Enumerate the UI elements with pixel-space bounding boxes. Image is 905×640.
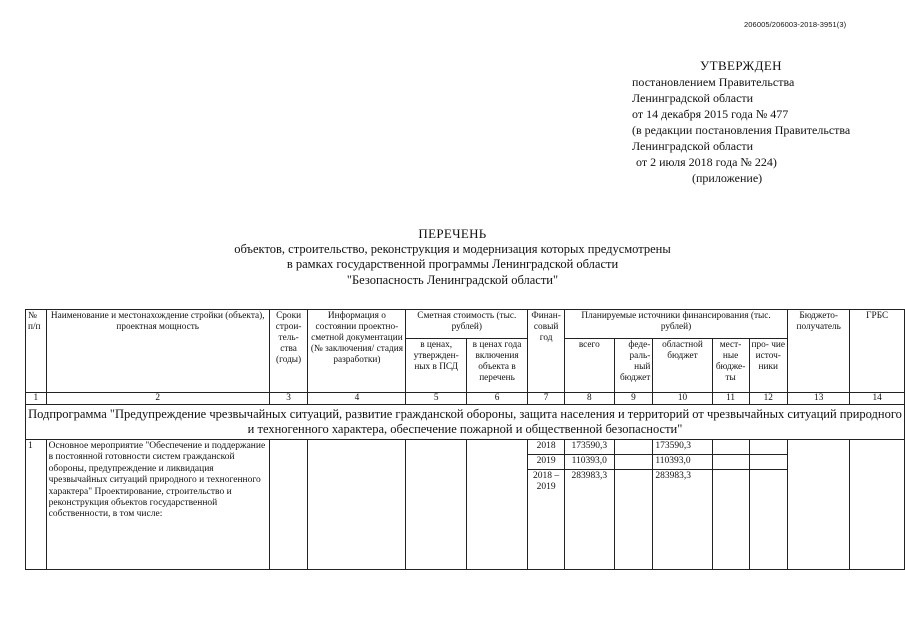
subprogram-title: Подпрограмма "Предупреждение чрезвычайных ситуаций, развитие гражданской обороны, защита населения и территорий от чрезвычайных ситуаций природного и техногенного характера, обеспечение пожарной и общественной безопасности" bbox=[26, 405, 905, 440]
row-local bbox=[712, 455, 749, 470]
header-total: всего bbox=[565, 339, 615, 393]
document-number: 206005/206003-2018-3951(3) bbox=[744, 20, 847, 29]
header-name: Наименование и местонахождение стройки (объекта), проектная мощность bbox=[46, 310, 269, 393]
row-year: 2019 bbox=[528, 455, 565, 470]
column-number: 7 bbox=[528, 393, 565, 405]
column-number: 2 bbox=[46, 393, 269, 405]
row-other bbox=[749, 440, 788, 455]
column-numbers-row bbox=[26, 393, 905, 405]
header-terms: Сроки строи- тель- ства (годы) bbox=[269, 310, 308, 393]
column-number: 11 bbox=[712, 393, 749, 405]
column-number: 10 bbox=[653, 393, 712, 405]
title-line: объектов, строительство, реконструкция и модернизация которых предусмотрены bbox=[234, 241, 671, 256]
row-cost-psd bbox=[406, 440, 466, 570]
column-number: 14 bbox=[850, 393, 905, 405]
header-num: № п/п bbox=[26, 310, 47, 393]
row-federal bbox=[614, 440, 653, 455]
row-terms bbox=[269, 440, 308, 570]
row-other bbox=[749, 470, 788, 570]
row-year: 2018 bbox=[528, 440, 565, 455]
document-title bbox=[0, 226, 905, 288]
column-number: 8 bbox=[565, 393, 615, 405]
column-number: 13 bbox=[788, 393, 850, 405]
row-federal bbox=[614, 470, 653, 570]
header-sources: Планируемые источники финансирования (тыс. рублей) bbox=[565, 310, 788, 339]
row-other bbox=[749, 455, 788, 470]
row-total: 173590,3 bbox=[565, 440, 615, 455]
row-local bbox=[712, 440, 749, 455]
header-cost: Сметная стоимость (тыс. рублей) bbox=[406, 310, 528, 339]
approval-line: постановлением Правительства bbox=[632, 75, 795, 89]
approval-line: от 2 июля 2018 года № 224) bbox=[636, 155, 777, 169]
row-num: 1 bbox=[26, 440, 47, 570]
title-line: в рамках государственной программы Ленинградской области bbox=[286, 257, 619, 271]
row-info bbox=[308, 440, 406, 570]
row-grbs bbox=[850, 440, 905, 570]
approval-line: Ленинградской области bbox=[632, 91, 754, 105]
column-number: 1 bbox=[26, 393, 47, 405]
column-number: 5 bbox=[406, 393, 466, 405]
row-name: Основное мероприятие "Обеспечение и поддержание в постоянной готовности систем гражданской обороны, предупреждение и ликвидация чрезвычайных ситуаций природного и техногенного характера" Проектирование, строительство и реконструкция объектов государственной собственности, в том числе: bbox=[46, 440, 269, 570]
column-number: 12 bbox=[749, 393, 788, 405]
header-recipient: Бюджето- получатель bbox=[788, 310, 850, 393]
header-other: про- чие источ- ники bbox=[749, 339, 788, 393]
row-regional: 173590,3 bbox=[653, 440, 712, 455]
approval-heading: УТВЕРЖДЕН bbox=[700, 58, 782, 73]
column-number: 9 bbox=[614, 393, 653, 405]
row-total: 110393,0 bbox=[565, 455, 615, 470]
approval-line: Ленинградской области bbox=[632, 139, 754, 153]
header-grbs: ГРБС bbox=[850, 310, 905, 393]
row-local bbox=[712, 470, 749, 570]
row-regional: 110393,0 bbox=[653, 455, 712, 470]
row-federal bbox=[614, 455, 653, 470]
header-cost-psd: в ценах, утвержден- ных в ПСД bbox=[406, 339, 466, 393]
title-line: ПЕРЕЧЕНЬ bbox=[418, 226, 487, 241]
header-fin-year: Финан- совый год bbox=[528, 310, 565, 393]
row-regional: 283983,3 bbox=[653, 470, 712, 570]
approval-appendix: (приложение) bbox=[692, 171, 763, 185]
row-cost-list bbox=[466, 440, 527, 570]
column-number: 6 bbox=[466, 393, 527, 405]
approval-block bbox=[632, 58, 850, 186]
objects-table bbox=[25, 309, 905, 570]
row-recipient bbox=[788, 440, 850, 570]
column-number: 4 bbox=[308, 393, 406, 405]
row-year: 2018 – 2019 bbox=[528, 470, 565, 570]
column-number: 3 bbox=[269, 393, 308, 405]
row-total: 283983,3 bbox=[565, 470, 615, 570]
header-cost-list: в ценах года включения объекта в перечень bbox=[466, 339, 527, 393]
approval-line: от 14 декабря 2015 года № 477 bbox=[632, 107, 789, 121]
header-regional: областной бюджет bbox=[653, 339, 712, 393]
header-local: мест- ные бюдже- ты bbox=[712, 339, 749, 393]
approval-line: (в редакции постановления Правительства bbox=[632, 123, 851, 137]
title-line: "Безопасность Ленинградской области" bbox=[346, 272, 559, 287]
header-federal: феде- раль- ный бюджет bbox=[614, 339, 653, 393]
header-info: Информация о состоянии проектно-сметной документации (№ заключения/ стадия разработки) bbox=[308, 310, 406, 393]
